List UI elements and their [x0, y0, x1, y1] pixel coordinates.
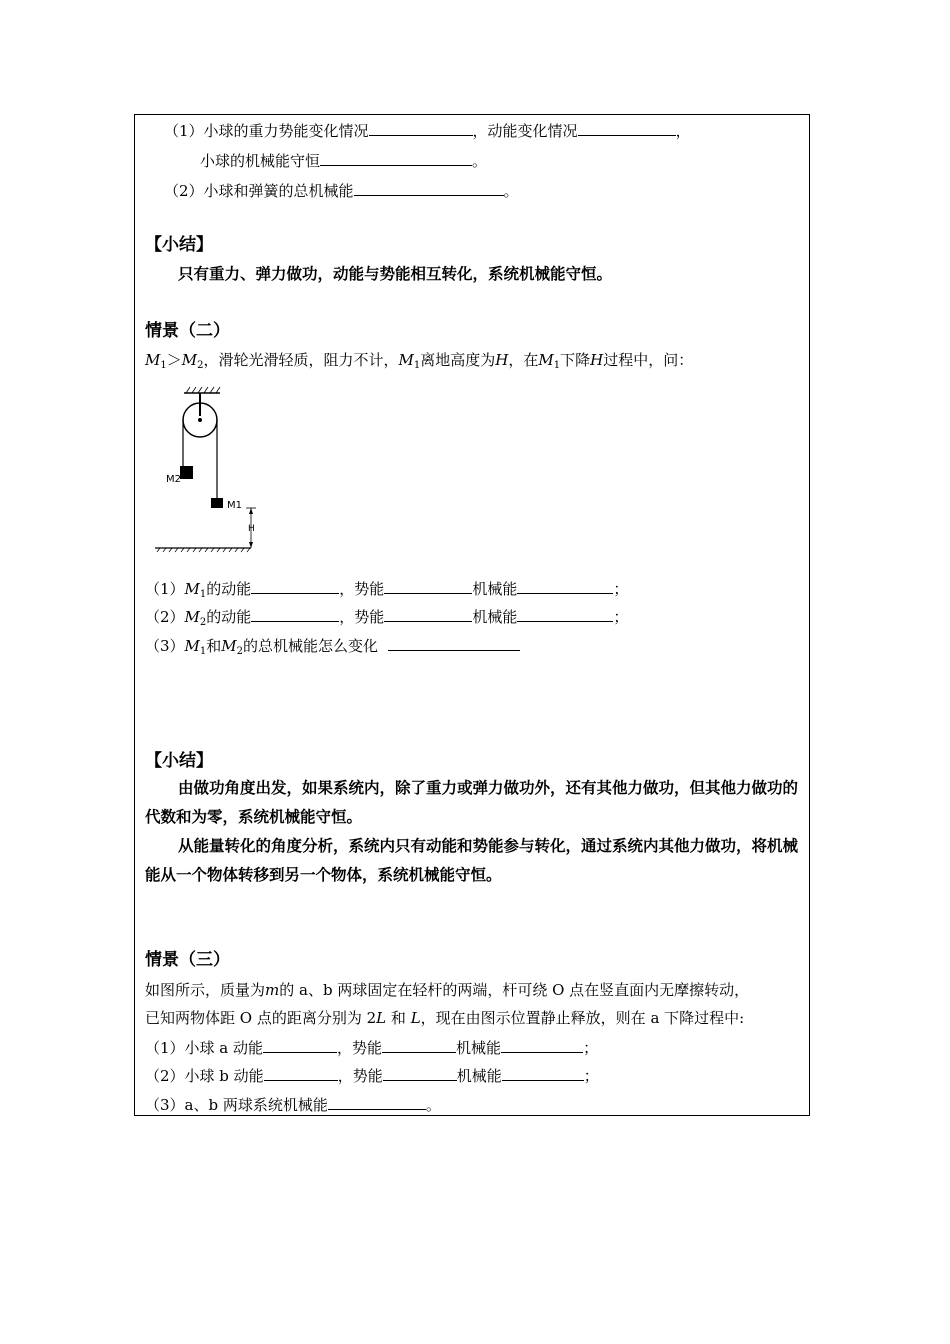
scene1-question-1: （1）小球的重力势能变化情况 ，动能变化情况 ， — [164, 122, 691, 140]
height-arrow-up — [249, 508, 253, 514]
scene3-question-3: （3）a、b 两球系统机械能 。 — [145, 1096, 441, 1114]
answer-blank[interactable] — [517, 606, 613, 622]
answer-blank[interactable] — [320, 150, 472, 166]
answer-blank[interactable] — [383, 1065, 457, 1081]
answer-blank[interactable] — [369, 120, 473, 136]
answer-blank[interactable] — [502, 1065, 584, 1081]
pulley-hub — [198, 418, 202, 422]
scene3-heading: 情景（三） — [145, 950, 230, 970]
answer-blank[interactable] — [264, 1065, 338, 1081]
scene1-question-2: （2）小球和弹簧的总机械能 。 — [164, 182, 519, 200]
scene3-question-2: （2）小球 b 动能 ，势能 机械能 ； — [145, 1067, 599, 1085]
answer-blank[interactable] — [382, 1037, 456, 1053]
answer-blank[interactable] — [384, 578, 472, 594]
scene2-question-1: $(1)M_1$的动能 ，势能 机械能 ； — [145, 580, 629, 600]
height-arrow-down — [249, 542, 253, 548]
answer-blank[interactable] — [328, 1094, 426, 1110]
answer-blank[interactable] — [388, 635, 520, 651]
answer-blank[interactable] — [384, 606, 472, 622]
scene2-question-3: $(3)M_1$和$M_2$的总机械能怎么变化 — [145, 635, 520, 656]
summary2-paragraph-2: 从能量转化的角度分析，系统内只有动能和势能参与转化，通过系统内其他力做功，将机械能从一个物体转移到另一个物体，系统机械能守恒。 — [145, 837, 799, 884]
answer-blank[interactable] — [517, 578, 613, 594]
scene2-heading: 情景（二） — [145, 321, 230, 341]
answer-blank[interactable] — [251, 606, 339, 622]
answer-blank[interactable] — [501, 1037, 583, 1053]
answer-blank[interactable] — [251, 578, 339, 594]
summary2-heading: 【小结】 — [145, 751, 213, 771]
scene2-intro: $M_1>M_2$，滑轮光滑轻质，阻力不计，$M_1$离地高度为H，在$M_1$下降H过程中，问： — [145, 351, 694, 371]
scene3-intro-line1: 如图所示，质量为m的 a、b 两球固定在轻杆的两端，杆可绕 O 点在竖直面内无摩擦转动， — [145, 981, 750, 999]
scene3-intro-line2: 已知两物体距 O 点的距离分别为 2L 和 L，现在由图示位置静止释放，则在 a 下降过程中: — [145, 1009, 745, 1027]
summary1-text: 只有重力、弹力做功，动能与势能相互转化，系统机械能守恒。 — [178, 265, 613, 283]
pulley-diagram — [150, 384, 280, 554]
ceiling — [184, 387, 220, 393]
mass-m1 — [211, 498, 223, 508]
answer-blank[interactable] — [578, 120, 676, 136]
scene2-question-2: $(2)M_2$的动能 ，势能 机械能 ； — [145, 608, 629, 628]
mass-m2 — [180, 466, 193, 479]
label-m1: M1 — [227, 500, 242, 511]
label-m2: M2 — [166, 474, 181, 485]
scene1-question-1-line2: 小球的机械能守恒 。 — [200, 152, 488, 170]
scene3-question-1: （1）小球 a 动能 ，势能 机械能 ； — [145, 1039, 599, 1057]
label-h: H — [248, 524, 255, 534]
summary1-heading: 【小结】 — [145, 235, 213, 255]
summary2-paragraph-1: 由做功角度出发，如果系统内，除了重力或弹力做功外，还有其他力做功，但其他力做功的代数和为零，系统机械能守恒。 — [145, 779, 799, 826]
ground — [155, 548, 251, 552]
answer-blank[interactable] — [354, 180, 504, 196]
answer-blank[interactable] — [263, 1037, 337, 1053]
